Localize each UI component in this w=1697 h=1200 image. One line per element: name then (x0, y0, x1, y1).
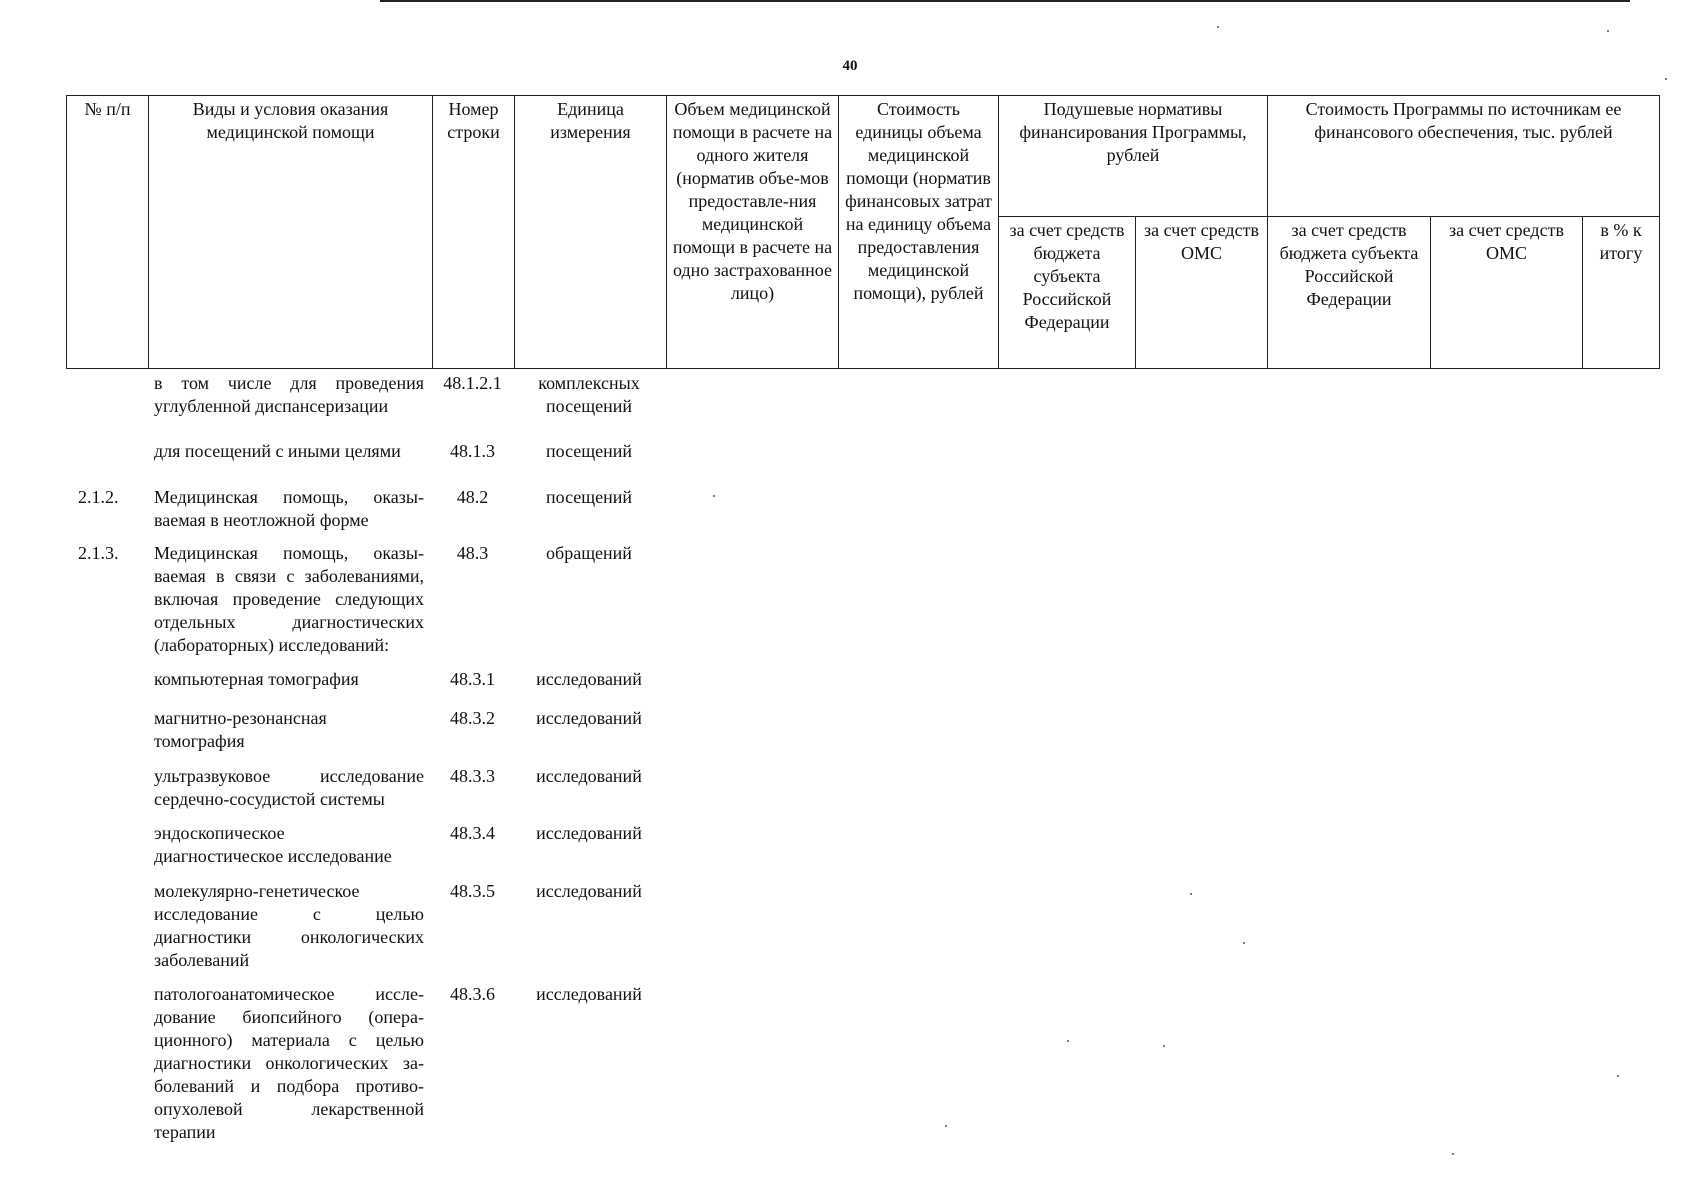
table-header (66, 95, 1660, 369)
scan-speck (1067, 1040, 1069, 1042)
row-code: 48.1.2.1 (443, 373, 502, 393)
row-code: 48.1.3 (450, 441, 495, 461)
row-unit: исследований (536, 669, 642, 689)
header-col-unit: Единица измерения (515, 96, 667, 369)
row-description: компьютерная томография (154, 669, 359, 689)
scan-speck (1617, 1075, 1619, 1077)
page-number: 40 (842, 58, 858, 74)
header-cost-percent: в % к итогу (1583, 216, 1660, 368)
row-description: Медицинская помощь, оказы-ваемая в неотложной форме (154, 487, 424, 530)
scan-speck (945, 1125, 947, 1127)
scan-speck (1190, 893, 1192, 895)
row-unit: исследований (536, 984, 642, 1004)
row-description: молекулярно-генетическое исследование с целью диагностики онкологических заболеваний (154, 881, 424, 970)
scan-speck (1452, 1153, 1454, 1155)
header-group-program-cost: Стоимость Программы по источникам ее финансового обеспечения, тыс. рублей (1268, 96, 1660, 217)
row-code: 48.3.2 (450, 708, 495, 728)
row-code: 48.3.3 (450, 766, 495, 786)
top-border-line (380, 0, 1630, 2)
header-col-volume: Объем медицинской помощи в расчете на одного жителя (норматив объе-мов предоставле-ния медицинской помощи в расчете на одно застрахованное лицо) (667, 96, 839, 369)
row-unit: посещений (545, 441, 633, 461)
row-description: для посещений с иными целями (154, 441, 401, 461)
row-description: магнитно-резонансная томография (154, 708, 327, 751)
row-description: эндоскопическое диагностическое исследование (154, 823, 392, 866)
row-code: 48.3.4 (450, 823, 495, 843)
scan-speck (1217, 26, 1219, 28)
scan-speck (713, 495, 715, 497)
row-code: 48.2 (456, 487, 489, 507)
header-per-capita-budget: за счет средств бюджета субъекта Российской Федерации (999, 216, 1136, 368)
row-unit: исследований (536, 708, 642, 728)
header-col-row-number: Номер строки (433, 96, 515, 369)
header-col-cost: Стоимость единицы объема медицинской помощи (норматив финансовых затрат на единицу объема предоставления медицинской помощи), рублей (839, 96, 999, 369)
row-description: в том числе для проведения углубленной диспансеризации (154, 373, 424, 416)
row-unit: посещений (545, 487, 633, 507)
header-col-kind: Виды и условия оказания медицинской помощи (149, 96, 433, 369)
row-unit: исследований (536, 881, 642, 901)
row-code: 48.3.6 (450, 984, 495, 1004)
row-unit: обращений (546, 543, 632, 563)
row-description: патологоанатомическое иссле-дование биопсийного (опера-ционного) материала с целью диагностики онкологических за-болеваний и подбора противо-опухолевой лекарственной терапии (154, 984, 424, 1142)
row-unit: исследований (536, 823, 642, 843)
row-code: 48.3.1 (450, 669, 495, 689)
header-cost-budget: за счет средств бюджета субъекта Российской Федерации (1268, 216, 1431, 368)
row-description: ультразвуковое исследование сердечно-сосудистой системы (154, 766, 424, 809)
header-per-capita-oms: за счет средств ОМС (1136, 216, 1268, 368)
row-code: 48.3 (456, 543, 489, 563)
row-number: 2.1.2. (78, 487, 119, 507)
header-cost-oms: за счет средств ОМС (1431, 216, 1583, 368)
scan-speck (1607, 30, 1609, 32)
row-description: Медицинская помощь, оказы-ваемая в связи с заболеваниями, включая проведение следующих отдельных диагностических (лабораторных) исследований: (154, 543, 424, 655)
scan-speck (1665, 78, 1667, 80)
header-group-per-capita: Подушевые нормативы финансирования Программы, рублей (999, 96, 1268, 217)
row-unit: комплексных посещений (538, 373, 640, 416)
header-col-num: № п/п (67, 96, 149, 369)
row-code: 48.3.5 (450, 881, 495, 901)
scan-speck (1243, 942, 1245, 944)
row-number: 2.1.3. (78, 543, 119, 563)
scan-speck (1163, 1045, 1165, 1047)
row-unit: исследований (536, 766, 642, 786)
